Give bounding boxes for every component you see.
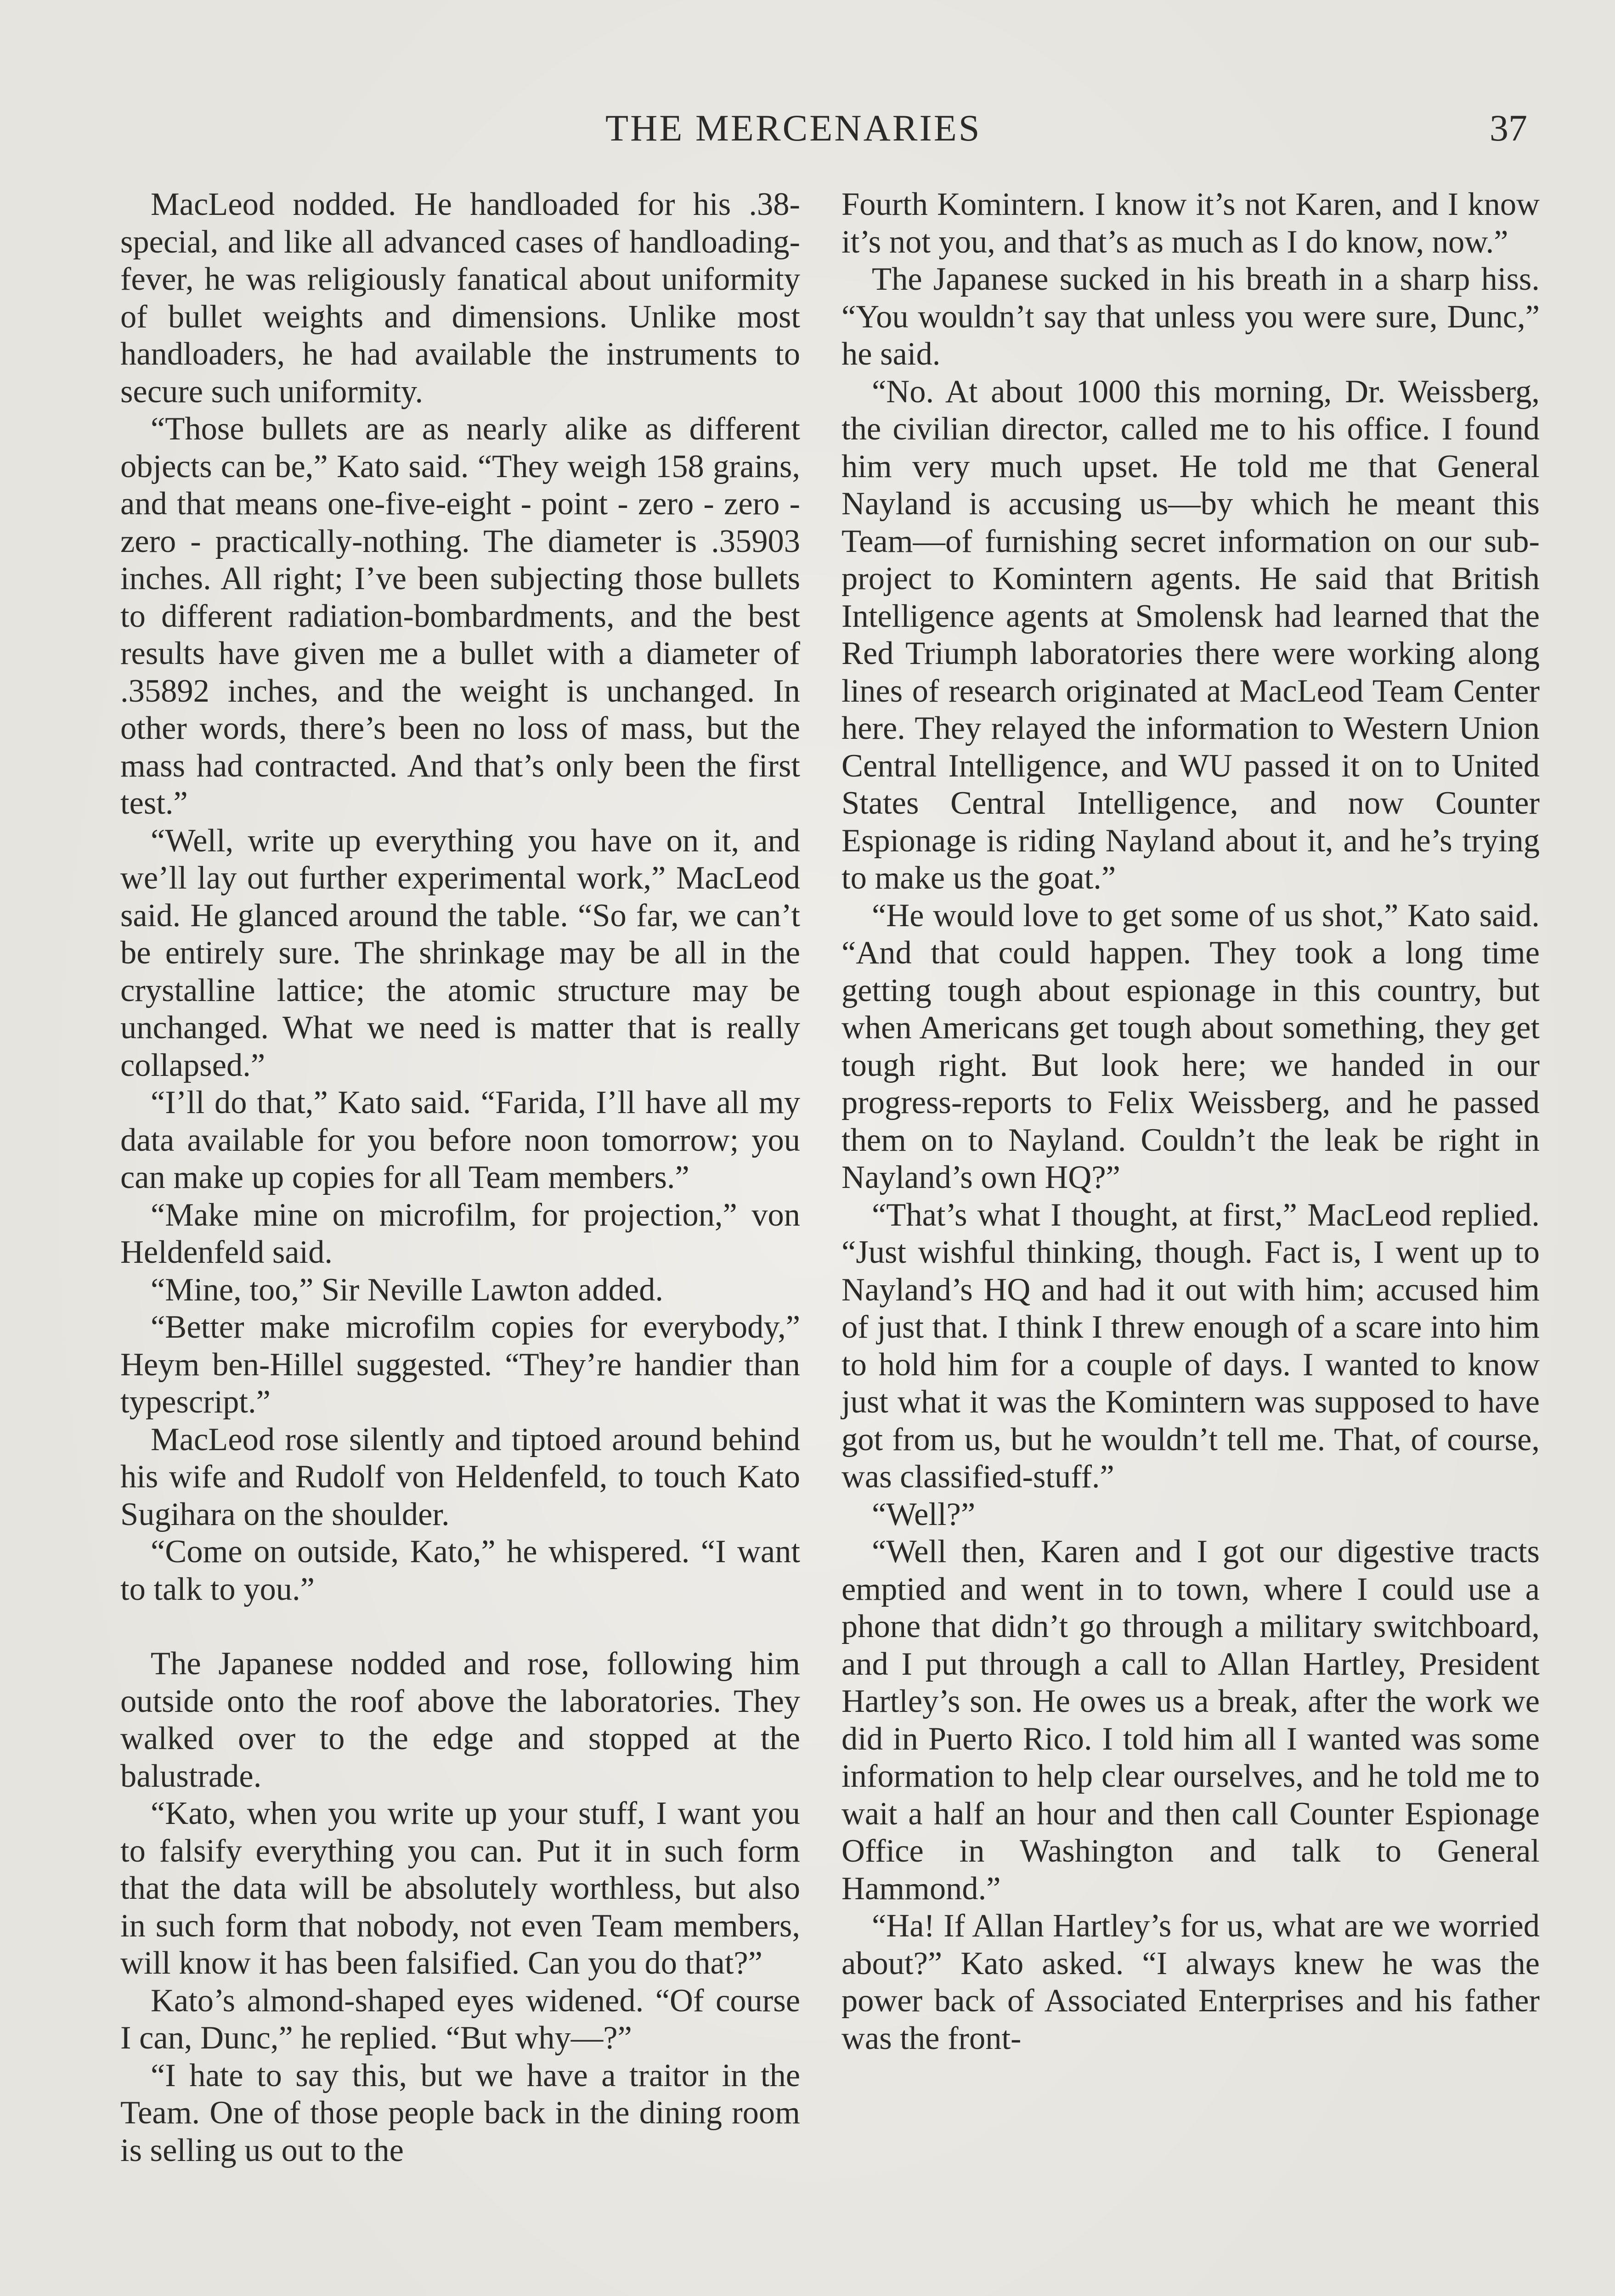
paragraph: “Make mine on microfilm, for projection,” von Heldenfeld said. — [120, 1197, 800, 1270]
paragraph: Kato’s almond-shaped eyes widened. “Of course I can, Dunc,” he replied. “But why—?” — [120, 1982, 800, 2056]
paragraph: The Japanese nodded and rose, following him outside onto the roof above the laboratories. They walked over to the edge and stopped at the balustrade. — [120, 1646, 800, 1794]
right-column — [841, 186, 1540, 2057]
paragraph: “Better make microfilm copies for everybody,” Heym ben-Hillel suggested. “They’re handier than typescript.” — [120, 1309, 800, 1420]
paragraph: MacLeod nodded. He handloaded for his .38-special, and like all advanced cases of handloading-fever, he was religiously fanatical about uniformity of bullet weights and dimensions. Unlike most handloaders, he had available the instruments to secure such uniformity. — [120, 186, 800, 410]
left-column — [120, 186, 800, 2169]
paragraph: “Come on outside, Kato,” he whispered. “I want to talk to you.” — [120, 1534, 800, 1607]
paragraph: “Kato, when you write up your stuff, I want you to falsify everything you can. Put it in such form that the data will be absolutely worthless, but also in such form that nobody, not even Team members, will know it has been falsified. Can you do that?” — [120, 1795, 800, 1981]
paragraph: “Well then, Karen and I got our digestive tracts emptied and went in to town, where I could use a phone that didn’t go through a military switchboard, and I put through a call to Allan Hartley, President Hartley’s son. He owes us a break, after the work we did in Puerto Rico. I told him all I wanted was some information to help clear ourselves, and he told me to wait a half an hour and then call Counter Espionage Office in Washington and talk to General Hammond.” — [841, 1534, 1540, 1907]
paragraph: The Japanese sucked in his breath in a sharp hiss. “You wouldn’t say that unless you were sure, Dunc,” he said. — [841, 261, 1540, 372]
paragraph: “He would love to get some of us shot,” Kato said. “And that could happen. They took a long time getting tough about espionage in this country, but when Americans get tough about something, they get tough right. But look here; we handed in our progress-reports to Felix Weissberg, and he passed them on to Nayland. Couldn’t the leak be right in Nayland’s own HQ?” — [841, 897, 1540, 1195]
paragraph: MacLeod rose silently and tiptoed around behind his wife and Rudolf von Heldenfeld, to touch Kato Sugihara on the shoulder. — [120, 1421, 800, 1532]
paragraph: “Mine, too,” Sir Neville Lawton added. — [151, 1272, 663, 1308]
paragraph: “Ha! If Allan Hartley’s for us, what are we worried about?” Kato asked. “I always knew he was the power back of Associated Enterprises and his father was the front- — [841, 1908, 1540, 2056]
page-number: 37 — [1490, 107, 1527, 149]
paragraph: “Well?” — [872, 1496, 976, 1532]
paragraph: “No. At about 1000 this morning, Dr. Weissberg, the civilian director, called me to his office. I found him very much upset. He told me that General Nayland is accusing us—by which he meant this Team—of furnishing secret information on our sub-project to Komintern agents. He said that British Intelligence agents at Smolensk had learned that the Red Triumph laboratories there were working along lines of research originated at MacLeod Team Center here. They relayed the information to Western Union Central Intelligence, and WU passed it on to United States Central Intelligence, and now Counter Espionage is riding Nayland about it, and he’s trying to make us the goat.” — [841, 373, 1540, 896]
paragraph: “I hate to say this, but we have a traitor in the Team. One of those people back in the dining room is selling us out to the — [120, 2057, 800, 2168]
paragraph: “I’ll do that,” Kato said. “Farida, I’ll have all my data available for you before noon tomorrow; you can make up copies for all Team members.” — [120, 1085, 800, 1195]
running-title: THE MERCENARIES — [605, 107, 982, 149]
paragraph: “That’s what I thought, at first,” MacLeod replied. “Just wishful thinking, though. Fact is, I went up to Nayland’s HQ and had it out with him; accused him of just that. I think I threw enough of a scare into him to hold him for a couple of days. I wanted to know just what it was the Komintern was supposed to have got from us, but he wouldn’t tell me. That, of course, was classified-stuff.” — [841, 1197, 1540, 1495]
paragraph: “Those bullets are as nearly alike as different objects can be,” Kato said. “They weigh 158 grains, and that means one-five-eight - point - zero - zero - zero - practically-nothing. The diameter is .35903 inches. All right; I’ve been subjecting those bullets to different radiation-bombardments, and the best results have given me a bullet with a diameter of .35892 inches, and the weight is unchanged. In other words, there’s been no loss of mass, but the mass had contracted. And that’s only been the first test.” — [120, 411, 800, 821]
paragraph: “Well, write up everything you have on it, and we’ll lay out further experimental work,” MacLeod said. He glanced around the table. “So far, we can’t be entirely sure. The shrinkage may be all in the crystalline lattice; the atomic structure may be unchanged. What we need is matter that is really collapsed.” — [120, 822, 800, 1083]
paragraph: Fourth Komintern. I know it’s not Karen, and I know it’s not you, and that’s as much as I do know, now.” — [841, 186, 1540, 260]
